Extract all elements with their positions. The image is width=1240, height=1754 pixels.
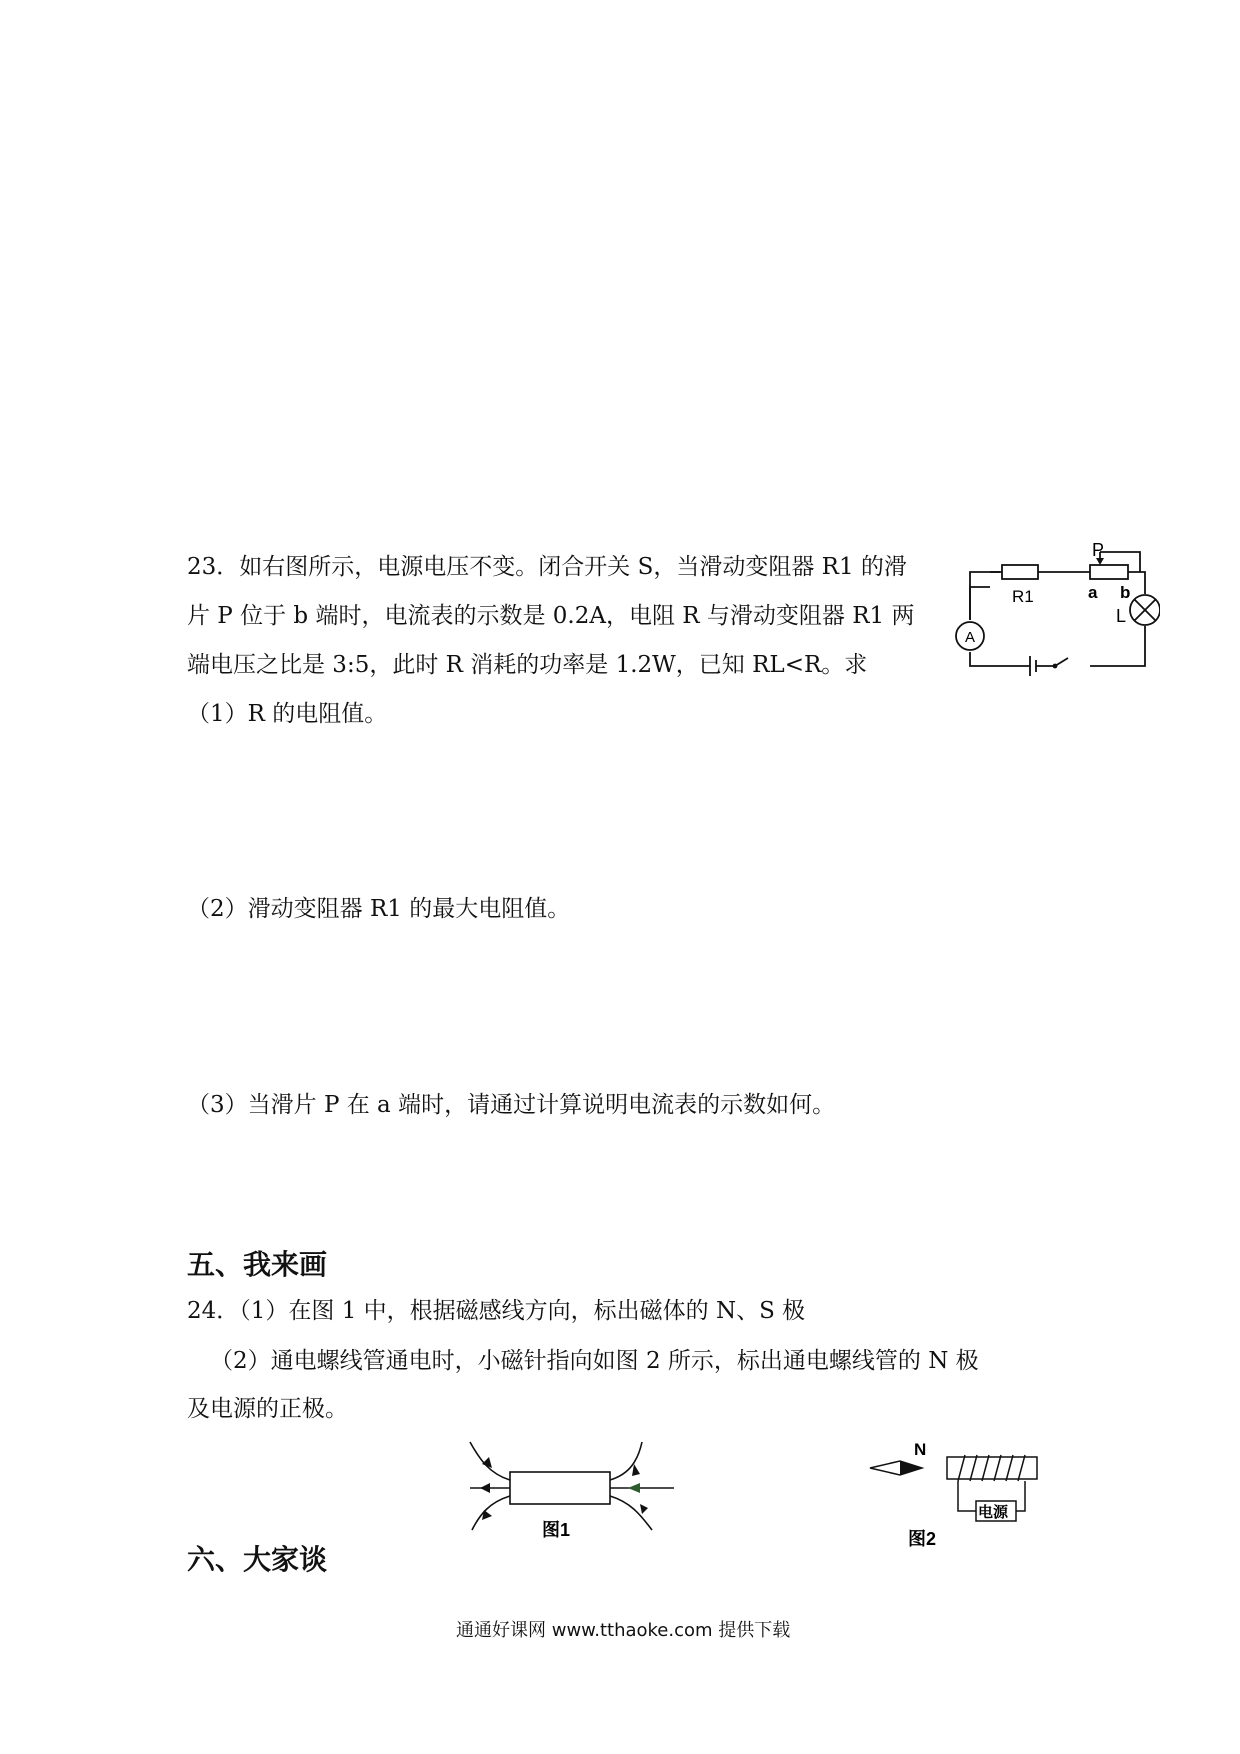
arrow-right-bottom [640,1504,648,1514]
fig1-caption: 图1 [542,1520,571,1540]
q23-line3: 端电压之比是 3:5，此时 R 消耗的功率是 1.2W，已知 RL<R。求 [187,652,868,678]
bar-magnet [510,1472,610,1504]
arrow-right-mid [628,1483,640,1493]
circuit-label-p: P [1092,540,1105,560]
circuit-label-r1: R1 [1012,587,1034,606]
q23-sub3: （3）当滑片 P 在 a 端时，请通过计算说明电流表的示数如何。 [187,1092,836,1118]
figure-1 [462,1430,682,1540]
q23-line2: 片 P 位于 b 端时，电流表的示数是 0.2A，电阻 R 与滑动变阻器 R1 两 [187,603,915,629]
ammeter-label: A [965,629,976,646]
q24-line1: 24．（1）在图 1 中，根据磁感线方向，标出磁体的 N、S 极 [187,1298,806,1324]
q24-line2: （2）通电螺线管通电时，小磁针指向如图 2 所示，标出通电螺线管的 N 极 [210,1348,979,1374]
resistor-r1 [1002,565,1038,579]
fig2-n-label: N [914,1440,927,1459]
q23-sub2: （2）滑动变阻器 R1 的最大电阻值。 [187,896,571,922]
section6-heading: 六、大家谈 [187,1543,328,1576]
q24-line3: 及电源的正极。 [187,1396,348,1422]
fig2-caption: 图2 [908,1529,937,1549]
circuit-label-a: a [1088,583,1098,602]
q23-line1: 23．如右图所示，电源电压不变。闭合开关 S，当滑动变阻器 R1 的滑 [187,554,907,580]
circuit-label-l: L [1116,606,1127,626]
arrow-left-mid [480,1483,490,1493]
footer-text: 通通好课网 www.tthaoke.com 提供下载 [456,1620,791,1641]
section5-heading: 五、我来画 [187,1248,328,1281]
circuit-label-b: b [1120,583,1131,602]
fig2-source-label: 电源 [978,1504,1009,1521]
rheostat [1090,565,1128,579]
arrow-right-top [632,1464,640,1476]
figure-2 [862,1435,1062,1555]
q23-sub1: （1）R 的电阻值。 [187,701,388,727]
circuit-diagram [940,540,1160,680]
